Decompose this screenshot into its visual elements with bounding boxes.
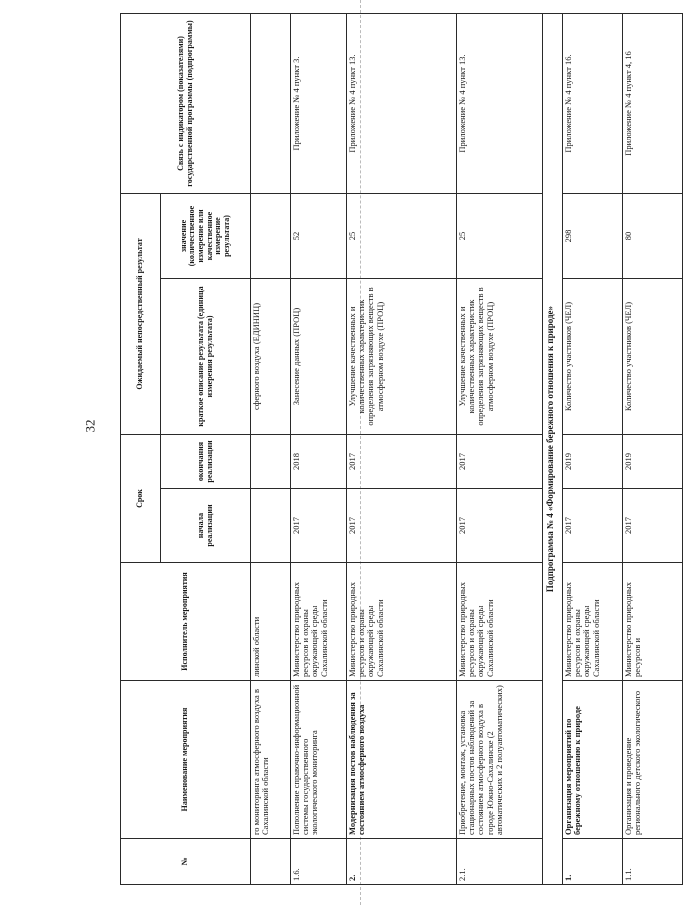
header-result-value: значение (количественное измерение или качественное измерение результата) [161, 194, 251, 279]
cell-executor: Министерство природных ресурсов и охраны окружающей среды Сахалинской области [563, 563, 623, 681]
cell-link: Приложение № 4 пункт 13. [347, 14, 457, 194]
cell-result-value: 80 [623, 194, 683, 279]
header-term-end: окончания реализации [161, 435, 251, 489]
cell-end: 2018 [291, 435, 347, 489]
cell-end: 2019 [623, 435, 683, 489]
rotated-table-container [120, 14, 643, 885]
header-num: № [121, 839, 251, 885]
table-row [291, 14, 347, 885]
cell-end: 2017 [347, 435, 457, 489]
cell-link: Приложение № 4 пункт 13. [457, 14, 543, 194]
cell-start: 2017 [457, 489, 543, 563]
cell-result-desc: Улучшение качественных и количественных характеристик определения загрязняющих веществ в атмосферном воздухе (ПРОЦ) [457, 279, 543, 435]
subprogram-title: Подпрограмма № 4 «Формирование бережного отношения к природе» [543, 14, 563, 885]
cell-result-desc: Количество участников (ЧЕЛ) [563, 279, 623, 435]
cell-executor: Министерство природных ресурсов и охраны окружающей среды Сахалинской области [291, 563, 347, 681]
cell-name: Организация мероприятий по бережному отношению к природе [563, 681, 623, 839]
table-row [563, 14, 623, 885]
table-row [251, 14, 291, 885]
events-table [120, 13, 683, 885]
table-row [347, 14, 457, 885]
header-link: Связь с индикатором (показателями) государственной программы (подпрограммы) [121, 14, 251, 194]
cell-name: Пополнение справочно-информационной системы государственного экологического мониторинга [291, 681, 347, 839]
cell-start: 2017 [623, 489, 683, 563]
cell-end: 2019 [563, 435, 623, 489]
document-table-frame [120, 14, 643, 885]
cell-result-value: 52 [291, 194, 347, 279]
cell-result-value: 25 [347, 194, 457, 279]
cell-start [251, 489, 291, 563]
cell-start: 2017 [563, 489, 623, 563]
cell-link: Приложение № 4 пункт 4, 16 [623, 14, 683, 194]
cell-result-desc: Занесение данных (ПРОЦ) [291, 279, 347, 435]
cell-num: 1. [563, 839, 623, 885]
cell-num: 1.1. [623, 839, 683, 885]
cell-result-desc: Улучшение качественных и количественных характеристик определения загрязняющих веществ в атмосферном воздухе (ПРОЦ) [347, 279, 457, 435]
cell-start: 2017 [291, 489, 347, 563]
cell-name: го мониторинга атмосферного воздуха в Сахалинской области [251, 681, 291, 839]
cell-name: Приобретение, монтаж, установка стационарных постов наблюдений за состоянием атмосферного воздуха в городе Южно-Сахалинске (2 автоматических и 2 полуавтоматических) [457, 681, 543, 839]
cell-executor: Министерство природных ресурсов и охраны окружающей среды Сахалинской области [347, 563, 457, 681]
cell-result-value [251, 194, 291, 279]
cell-result-value: 25 [457, 194, 543, 279]
cell-executor: линской области [251, 563, 291, 681]
header-name: Наименование мероприятия [121, 681, 251, 839]
cell-executor: Министерство природных ресурсов и охраны окружающей среды Сахалинской области [457, 563, 543, 681]
cell-result-desc: Количество участников (ЧЕЛ) [623, 279, 683, 435]
cell-name: Организация и проведение регионального детского экологического [623, 681, 683, 839]
header-term-start: начала реализации [161, 489, 251, 563]
table-row [457, 14, 543, 885]
cell-result-value: 298 [563, 194, 623, 279]
cell-executor: Министерство природных ресурсов и [623, 563, 683, 681]
header-executor: Исполнитель мероприятия [121, 563, 251, 681]
cell-end: 2017 [457, 435, 543, 489]
header-result: Ожидаемый непосредственный результат [121, 194, 161, 435]
cell-link: Приложение № 4 пункт 3. [291, 14, 347, 194]
subprogram-row [543, 14, 563, 885]
cell-num: 2. [347, 839, 457, 885]
page-number: 32 [82, 419, 98, 433]
cell-num: 2.1. [457, 839, 543, 885]
cell-start: 2017 [347, 489, 457, 563]
cell-num [251, 839, 291, 885]
cell-link [251, 14, 291, 194]
header-term: Срок [121, 435, 161, 563]
cell-end [251, 435, 291, 489]
table-row [623, 14, 683, 885]
header-result-desc: краткое описание результата (единица измерения результата) [161, 279, 251, 435]
cell-result-desc: сферного воздуха (ЕДИНИЦ) [251, 279, 291, 435]
cell-num: 1.6. [291, 839, 347, 885]
cell-name: Модернизация постов наблюдения за состоянием атмосферного воздуха [347, 681, 457, 839]
cell-link: Приложение № 4 пункт 16. [563, 14, 623, 194]
